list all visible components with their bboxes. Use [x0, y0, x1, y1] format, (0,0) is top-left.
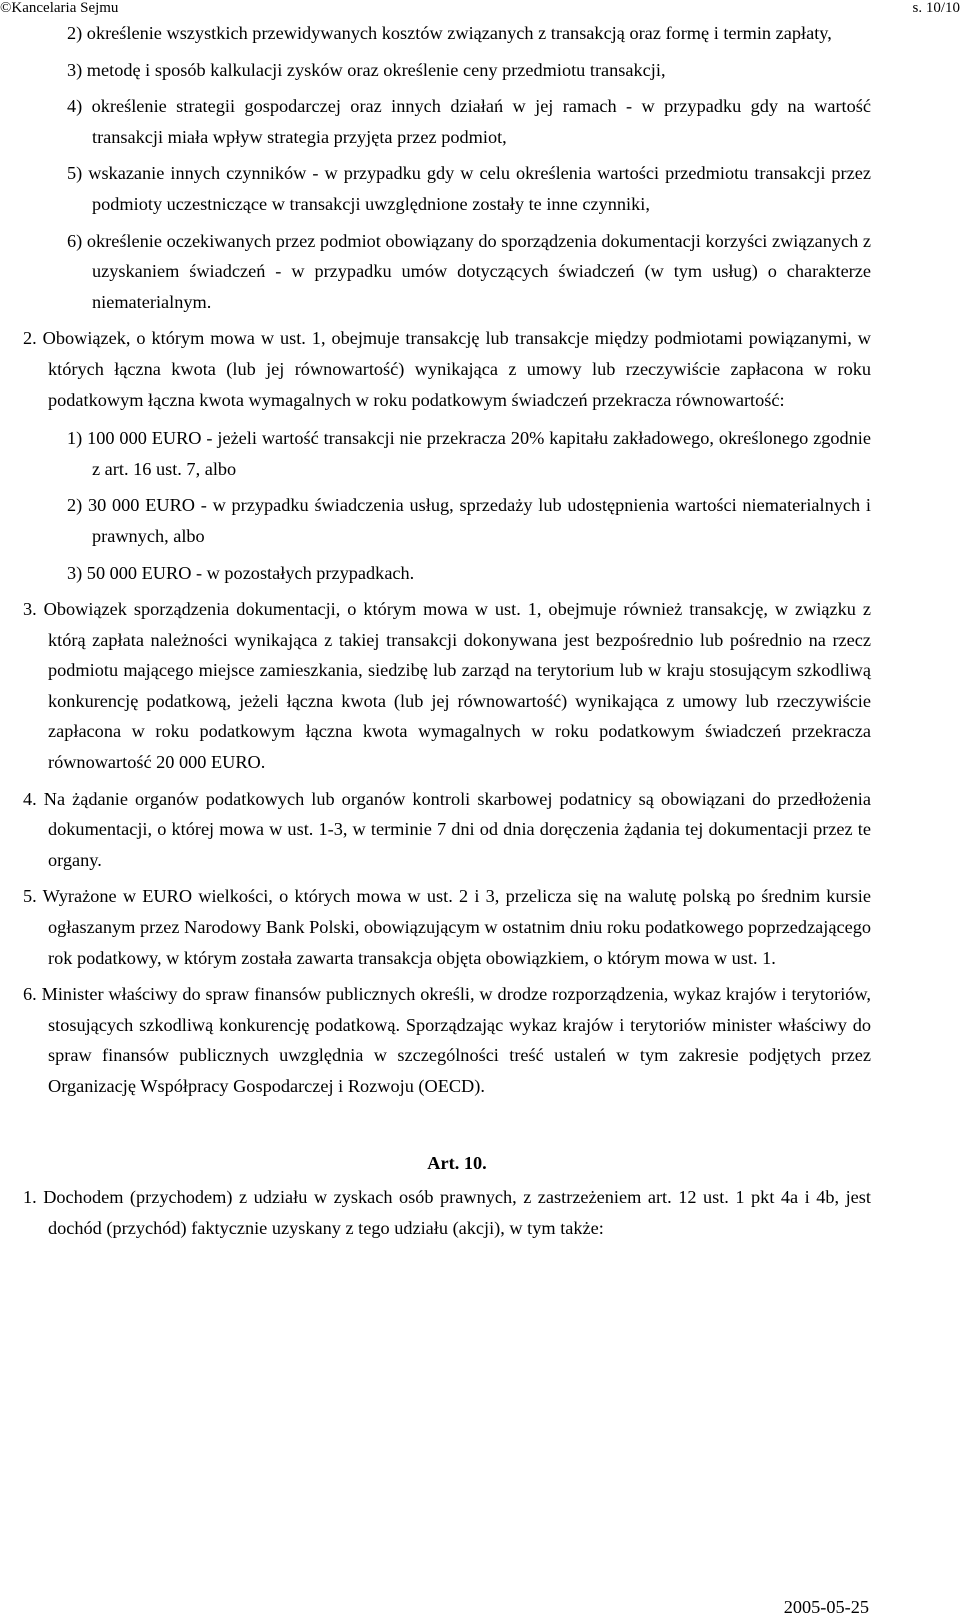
paragraph-5: 5. Wyrażone w EURO wielkości, o których mowa w ust. 2 i 3, przelicza się na walutę polską po średnim kursie ogłaszanym przez Narodowy Bank Polski, obowiązującym w ostatnim dniu roku podatkowego poprzedzającego rok podatkowy, w którym została zawarta transakcja objęta obowiązkiem, o którym mowa w ust. 1.: [23, 886, 871, 968]
paragraph-2-item-3: 3) 50 000 EURO - w pozostałych przypadkach.: [67, 562, 415, 583]
list-item-2: 2) określenie wszystkich przewidywanych kosztów związanych z transakcją oraz formę i termin zapłaty,: [67, 23, 832, 43]
article-paragraph-1: 1. Dochodem (przychodem) z udziału w zyskach osób prawnych, z zastrzeżeniem art. 12 ust. 1 pkt 4a i 4b, jest dochód (przychód) faktycznie uzyskany z tego udziału (akcji), w tym także:: [23, 1187, 871, 1238]
paragraph-4: 4. Na żądanie organów podatkowych lub organów kontroli skarbowej podatnicy są obowiązani do przedłożenia dokumentacji, o której mowa w ust. 1-3, w terminie 7 dni od dnia doręczenia żądania tej dokumentacji przez te organy.: [23, 788, 871, 870]
footer-date: 2005-05-25: [783, 1597, 869, 1617]
paragraph-3: 3. Obowiązek sporządzenia dokumentacji, o którym mowa w ust. 1, obejmuje również transakcję, w związku z którą zapłata należności wynikająca z takiej transakcji dokonywana jest bezpośrednio lub pośrednio na rzecz podmiotu mającego miejsce zamieszkania, siedzibę lub zarząd na terytorium lub w kraju stosującym szkodliwą konkurencję podatkową, jeżeli łączna kwota (lub jej równowartość) wynikająca z umowy lub rzeczywiście zapłacona w roku podatkowym łączna kwota wymagalnych w roku podatkowym świadczeń przekracza równowartość 20 000 EURO.: [23, 599, 871, 773]
list-item-6: 6) określenie oczekiwanych przez podmiot obowiązany do sporządzenia dokumentacji korzyści związanych z uzyskaniem świadczeń - w przypadku umów dotyczących świadczeń (w tym usług) o charakterze niematerialnym.: [67, 230, 871, 312]
paragraph-2: 2. Obowiązek, o którym mowa w ust. 1, obejmuje transakcję lub transakcje między podmiotami powiązanymi, w których łączna kwota (lub jej równowartość) wynikająca z umowy lub rzeczywiście zapłacona w roku podatkowym łączna kwota wymagalnych w roku podatkowym świadczeń przekracza równowartość:: [23, 328, 871, 410]
paragraph-2-item-2: 2) 30 000 EURO - w przypadku świadczenia usług, sprzedaży lub udostępnienia wartości niematerialnych i prawnych, albo: [67, 495, 871, 546]
paragraph-6: 6. Minister właściwy do spraw finansów publicznych określi, w drodze rozporządzenia, wykaz krajów i terytoriów, stosujących szkodliwą konkurencję podatkową. Sporządzając wykaz krajów i terytoriów minister właściwy do spraw finansów publicznych uwzględnia w szczególności treść ustaleń w tym zakresie podjętych przez Organizację Współpracy Gospodarczej i Rozwoju (OECD).: [23, 984, 871, 1096]
header-page-number: s. 10/10: [912, 0, 960, 16]
paragraph-2-item-1: 1) 100 000 EURO - jeżeli wartość transakcji nie przekracza 20% kapitału zakładowego, określonego zgodnie z art. 16 ust. 7, albo: [67, 428, 871, 479]
list-item-5: 5) wskazanie innych czynników - w przypadku gdy w celu określenia wartości przedmiotu transakcji przez podmioty uczestniczące w transakcji uwzględnione zostały te inne czynniki,: [67, 163, 871, 214]
header-copyright: ©Kancelaria Sejmu: [0, 0, 119, 16]
document-body: [23, 18, 871, 1243]
list-item-3: 3) metodę i sposób kalkulacji zysków oraz określenie ceny przedmiotu transakcji,: [67, 59, 666, 80]
list-item-4: 4) określenie strategii gospodarczej oraz innych działań w jej ramach - w przypadku gdy na wartość transakcji miała wpływ strategia przyjęta przez podmiot,: [67, 96, 871, 147]
article-title: Art. 10.: [427, 1152, 487, 1173]
